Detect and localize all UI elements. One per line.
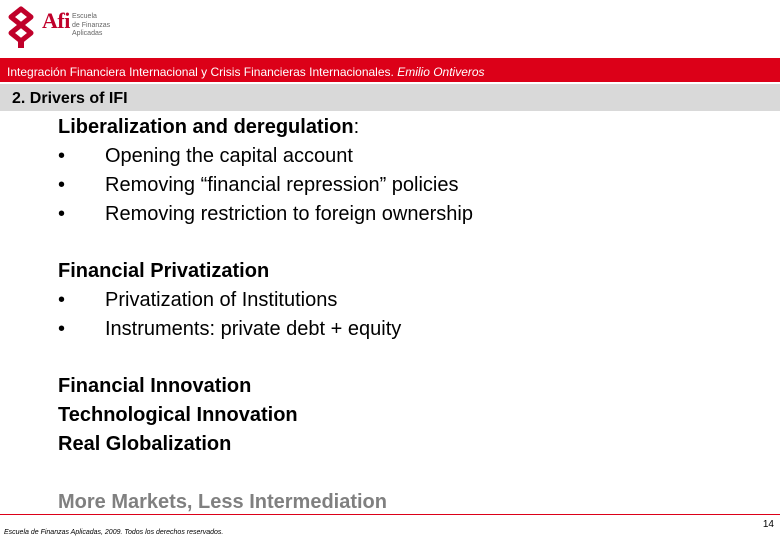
afi-logo	[6, 6, 126, 50]
block3-line: Financial Innovation	[58, 375, 252, 397]
bullet-dot: •	[58, 289, 66, 311]
list-item	[58, 315, 758, 344]
block1-heading: Liberalization and deregulation	[58, 116, 354, 138]
logo-wordmark: Afi	[42, 8, 70, 33]
block3-line: Real Globalization	[58, 433, 232, 455]
section-title: 2. Drivers of IFI	[12, 90, 128, 107]
header-author: Emilio Ontiveros	[397, 65, 485, 79]
bullet-text: Opening the capital account	[105, 145, 353, 167]
spacer	[58, 459, 758, 488]
bullet-dot: •	[58, 318, 66, 340]
bullet-text: Instruments: private debt + equity	[105, 318, 402, 340]
section-bar	[0, 84, 780, 111]
page-number: 14	[762, 519, 774, 530]
slide-content	[58, 113, 758, 517]
footer-divider	[0, 514, 780, 515]
list-item	[58, 171, 758, 200]
bullet-dot: •	[58, 174, 66, 196]
spacer	[58, 344, 758, 372]
list-item	[58, 200, 758, 229]
bullet-text: Privatization of Institutions	[105, 289, 338, 311]
block1-heading-line	[58, 113, 758, 142]
spacer	[58, 229, 758, 257]
list-item	[58, 286, 758, 315]
block1-heading-colon: :	[353, 116, 360, 138]
footer-copyright: Escuela de Finanzas Aplicadas, 2009. Todos los derechos reservados.	[4, 529, 224, 536]
header-bar	[0, 58, 780, 82]
logo-subtitle: Escuela de Finanzas Aplicadas	[72, 13, 111, 37]
bullet-text: Removing restriction to foreign ownership	[105, 203, 473, 225]
header-title	[7, 65, 485, 79]
bullet-dot: •	[58, 203, 66, 225]
afi-logo-icon	[6, 6, 36, 50]
bullet-text: Removing “financial repression” policies	[105, 174, 459, 196]
final-statement: More Markets, Less Intermediation	[58, 491, 387, 513]
list-item	[58, 142, 758, 171]
header-course-title: Integración Financiera Internacional y Crisis Financieras Internacionales.	[7, 65, 394, 79]
block3-line: Technological Innovation	[58, 404, 298, 426]
block2-heading: Financial Privatization	[58, 260, 270, 282]
bullet-dot: •	[58, 145, 66, 167]
